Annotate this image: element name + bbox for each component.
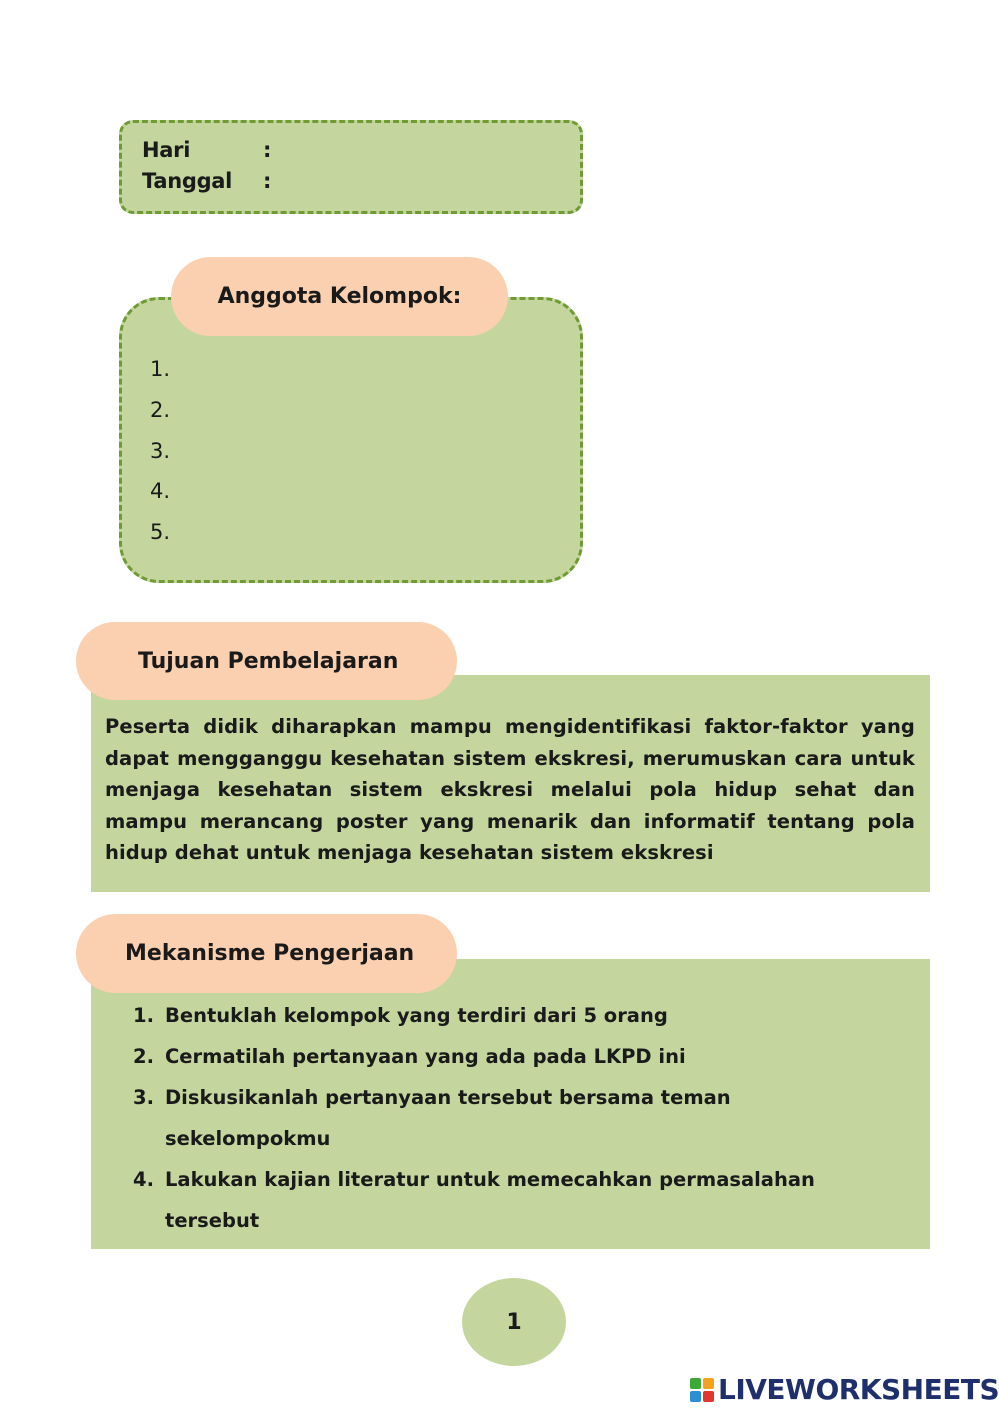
step-text: Lakukan kajian literatur untuk memecahkan permasalahan tersebut: [165, 1168, 815, 1232]
mechanism-step: [133, 1036, 873, 1077]
step-text: Cermatilah pertanyaan yang ada pada LKPD ini: [165, 1045, 686, 1068]
hari-row: [142, 138, 271, 162]
step-number: 3.: [133, 1086, 154, 1109]
hari-label: Hari: [142, 138, 191, 162]
work-mechanism-panel: [91, 959, 930, 1249]
learning-objectives-panel: [91, 675, 930, 892]
step-number: 1.: [133, 1004, 154, 1027]
date-info-box: [119, 120, 583, 214]
learning-objectives-text: Peserta didik diharapkan mampu mengidentifikasi faktor-faktor yang dapat mengganggu kesehatan sistem ekskresi, merumuskan cara untuk menjaga kesehatan sistem ekskresi melalui pola hidup sehat dan mampu merancang poster yang menarik dan informatif tentang pola hidup dehat untuk menjaga kesehatan sistem ekskresi: [105, 715, 915, 864]
brand-name: LIVEWORKSHEETS: [718, 1372, 999, 1406]
step-number: 4.: [133, 1168, 154, 1191]
tanggal-label: Tanggal: [142, 169, 233, 193]
mechanism-step: [133, 995, 873, 1036]
member-number: 1.: [150, 357, 171, 381]
learning-objectives-title: Tujuan Pembelajaran: [76, 622, 457, 700]
mechanism-step: [133, 1159, 853, 1241]
tanggal-row: [142, 169, 271, 193]
tanggal-separator: :: [263, 169, 272, 193]
work-mechanism-title: Mekanisme Pengerjaan: [76, 914, 457, 993]
liveworksheets-logo-icon: [690, 1376, 716, 1402]
group-members-box: [119, 297, 583, 583]
mechanism-step: [133, 1077, 773, 1159]
liveworksheets-brand[interactable]: [690, 1372, 999, 1406]
step-text: Diskusikanlah pertanyaan tersebut bersama teman sekelompokmu: [165, 1086, 731, 1150]
step-text: Bentuklah kelompok yang terdiri dari 5 orang: [165, 1004, 668, 1027]
member-number: 4.: [150, 479, 171, 503]
hari-separator: :: [263, 138, 272, 162]
step-number: 2.: [133, 1045, 154, 1068]
member-number: 3.: [150, 439, 171, 463]
group-members-title: Anggota Kelompok:: [171, 257, 508, 336]
page-number: 1: [462, 1278, 566, 1366]
member-number: 2.: [150, 398, 171, 422]
member-number: 5.: [150, 520, 171, 544]
